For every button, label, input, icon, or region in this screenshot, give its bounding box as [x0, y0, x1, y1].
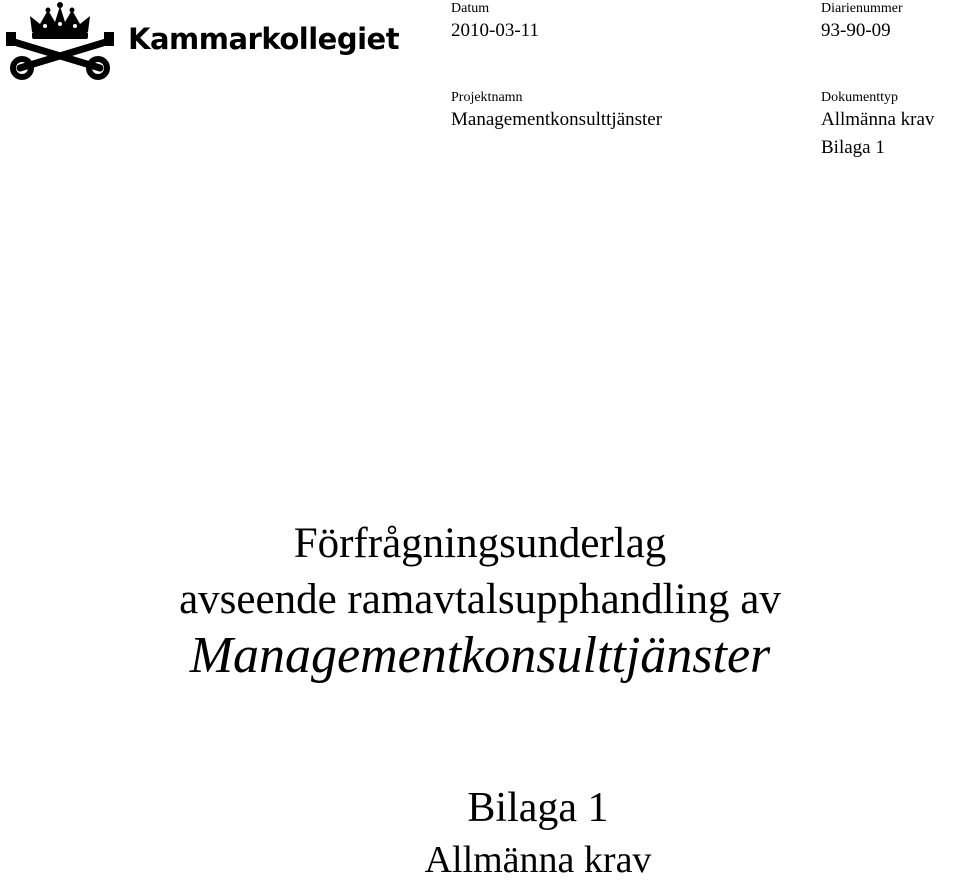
- projektnamn-label: Projektnamn: [451, 90, 523, 105]
- document-subtitle-allmanna-krav: Allmänna krav: [424, 839, 652, 881]
- datum-value: 2010-03-11: [451, 20, 539, 41]
- dokumenttyp-value: Allmänna krav: [821, 109, 935, 130]
- projektnamn-value: Managementkonsulttjänster: [451, 109, 663, 130]
- logo-wordmark: Kammarkollegiet: [128, 22, 400, 56]
- diarienummer-value: 93-90-09: [821, 20, 891, 41]
- document-subtitle-bilaga: Bilaga 1: [467, 785, 609, 831]
- document-title-line-2: avseende ramavtalsupphandling av: [179, 576, 781, 623]
- document-title-line-3: Managementkonsulttjänster: [189, 627, 771, 684]
- datum-label: Datum: [451, 1, 490, 16]
- diarienummer-label: Diarienummer: [821, 1, 903, 16]
- dokumenttyp-label: Dokumenttyp: [821, 90, 898, 105]
- document-title-line-1: Förfrågningsunderlag: [293, 520, 667, 567]
- crown-crossed-keys-icon: [0, 2, 120, 80]
- kammarkollegiet-logo: [0, 0, 400, 84]
- dokumenttyp-bilaga: Bilaga 1: [821, 137, 885, 158]
